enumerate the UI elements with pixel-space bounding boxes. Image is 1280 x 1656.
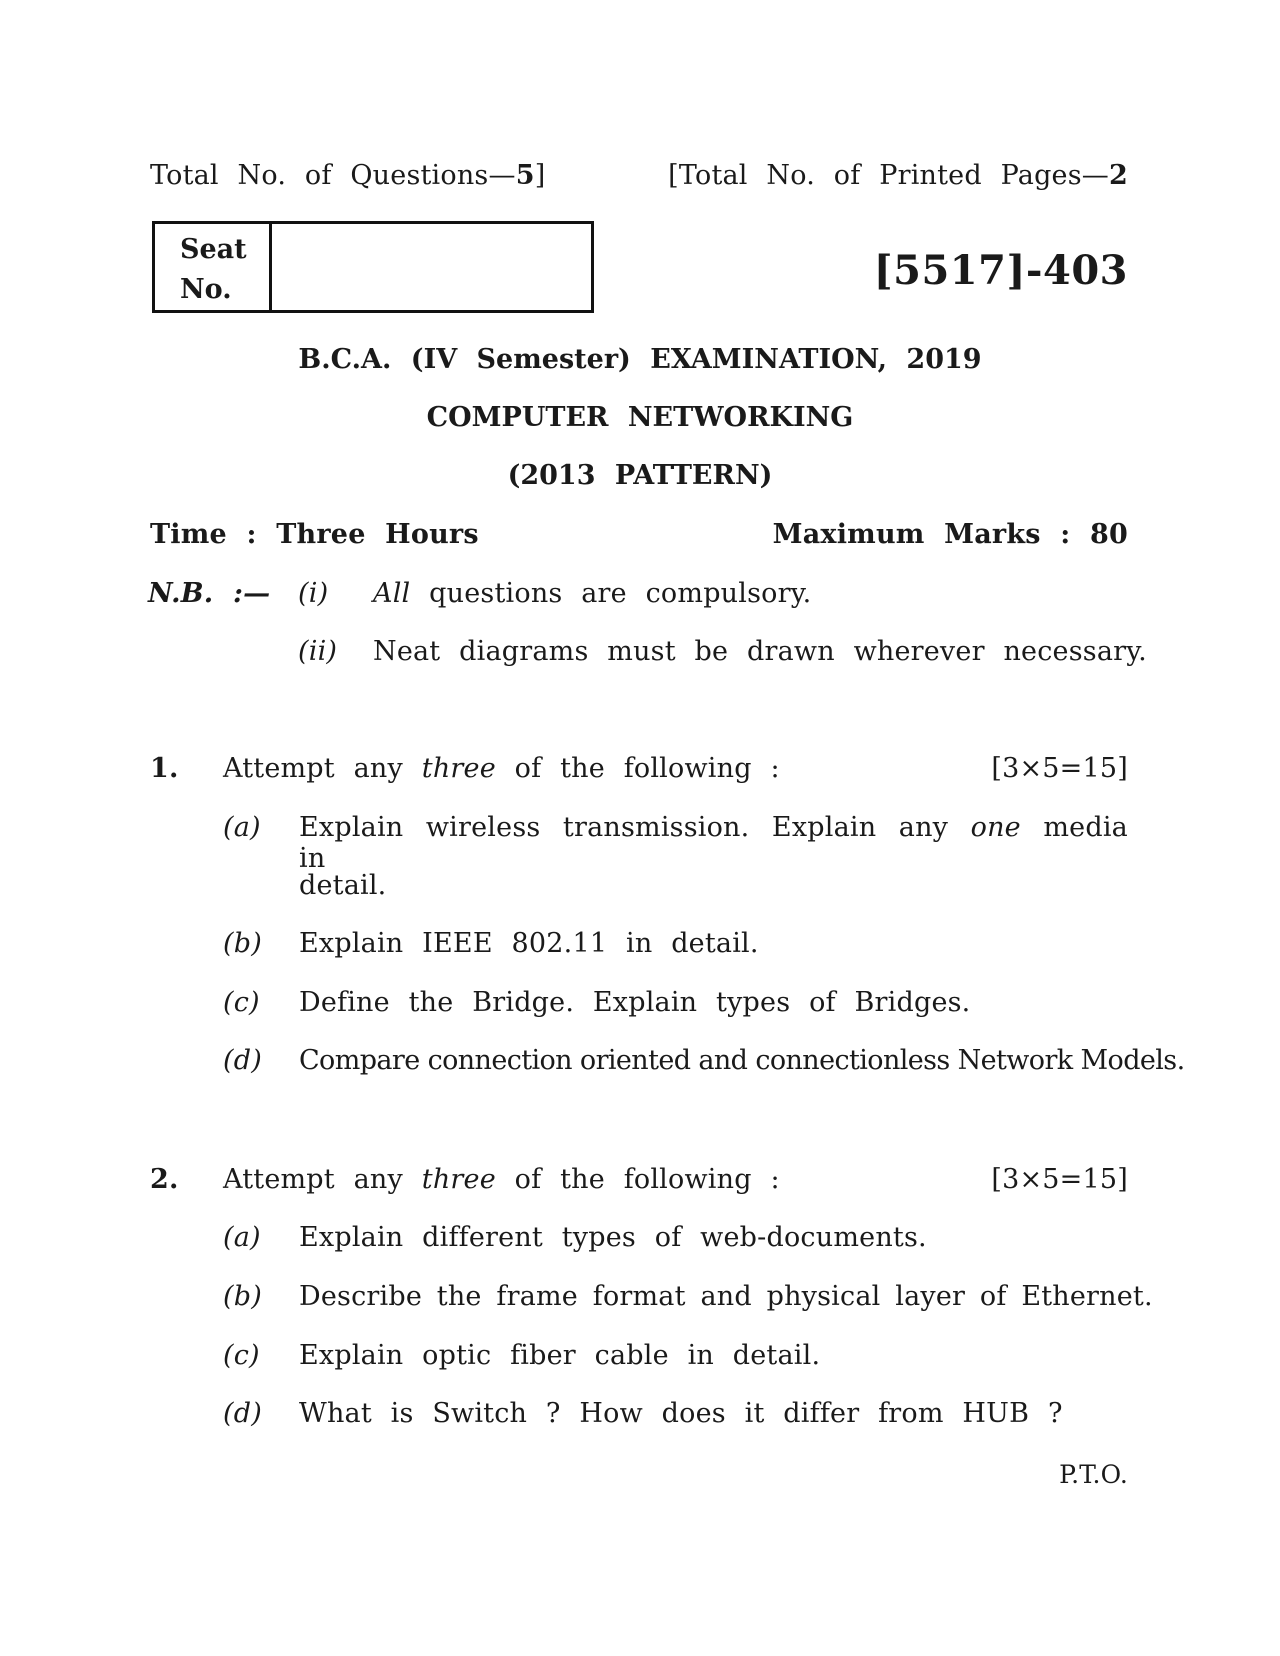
question-1-number: 1.: [150, 753, 179, 784]
total-questions-value: 5: [515, 160, 535, 191]
q1-instruction-post: of the following :: [514, 753, 780, 784]
q1-part-d-letter: (d): [223, 1045, 262, 1076]
q2-part-d-letter: (d): [223, 1398, 262, 1429]
subject-title: COMPUTER NETWORKING: [426, 402, 854, 433]
q2-part-b-text: Describe the frame format and physical layer of Ethernet.: [299, 1281, 1153, 1312]
question-2-number: 2.: [150, 1164, 179, 1195]
note-1-emphasis: All: [373, 578, 411, 609]
q1-part-a-text: [299, 812, 1128, 874]
q1-part-b-text: Explain IEEE 802.11 in detail.: [299, 928, 759, 959]
exam-title: B.C.A. (IV Semester) EXAMINATION, 2019: [298, 344, 982, 375]
q1-part-b-letter: (b): [223, 928, 262, 959]
total-questions-close: ]: [534, 160, 546, 191]
q1-part-d-text: Compare connection oriented and connectionless Network Models.: [299, 1045, 1185, 1076]
pto-label: P.T.O.: [1059, 1460, 1128, 1489]
total-questions: [150, 160, 545, 191]
q1-part-a-emph: one: [970, 812, 1021, 843]
seat-number-box: [152, 221, 594, 313]
q1-part-a-pre: Explain wireless transmission. Explain any: [299, 812, 949, 843]
note-1-body: questions are compulsory.: [429, 578, 812, 609]
seat-number-label: [180, 230, 247, 310]
seat-label-line2: No.: [180, 274, 232, 305]
note-2-text: Neat diagrams must be drawn wherever necessary.: [373, 636, 1147, 667]
q2-instruction-emph: three: [421, 1164, 496, 1195]
total-pages-value: 2: [1109, 160, 1128, 191]
q1-part-a-letter: (a): [223, 812, 261, 843]
total-questions-label: Total No. of Questions—: [150, 160, 516, 191]
maximum-marks-label: Maximum Marks : 80: [772, 519, 1128, 550]
seat-label-line1: Seat: [180, 234, 247, 265]
q1-instruction-emph: three: [421, 753, 496, 784]
q2-part-d-text: What is Switch ? How does it differ from HUB ?: [299, 1398, 1063, 1429]
note-1-text: [373, 578, 811, 609]
pattern-title: (2013 PATTERN): [507, 460, 773, 491]
q2-part-a-letter: (a): [223, 1222, 261, 1253]
q2-part-c-text: Explain optic fiber cable in detail.: [299, 1340, 821, 1371]
question-2-instruction: [223, 1164, 780, 1195]
q2-instruction-pre: Attempt any: [223, 1164, 403, 1195]
note-2-number: (ii): [298, 636, 338, 667]
time-label: Time : Three Hours: [150, 519, 479, 550]
q1-part-c-letter: (c): [223, 987, 260, 1018]
q2-part-a-text: Explain different types of web-documents.: [299, 1222, 927, 1253]
total-pages-label: [Total No. of Printed Pages—: [668, 160, 1109, 191]
question-1-marks: [3×5=15]: [991, 753, 1128, 784]
paper-code: [5517]-403: [873, 247, 1128, 294]
note-1-number: (i): [298, 578, 329, 609]
question-2-marks: [3×5=15]: [991, 1164, 1128, 1195]
q2-instruction-post: of the following :: [514, 1164, 780, 1195]
seat-box-divider: [269, 224, 272, 310]
q1-part-a-post: media in: [299, 812, 1128, 874]
nb-label: N.B. :—: [148, 578, 271, 609]
q2-part-c-letter: (c): [223, 1340, 260, 1371]
q1-instruction-pre: Attempt any: [223, 753, 403, 784]
total-printed-pages: [668, 160, 1128, 191]
q1-part-c-text: Define the Bridge. Explain types of Bridges.: [299, 987, 971, 1018]
question-1-instruction: [223, 753, 780, 784]
q1-part-a-continuation: detail.: [299, 870, 387, 901]
q2-part-b-letter: (b): [223, 1281, 262, 1312]
